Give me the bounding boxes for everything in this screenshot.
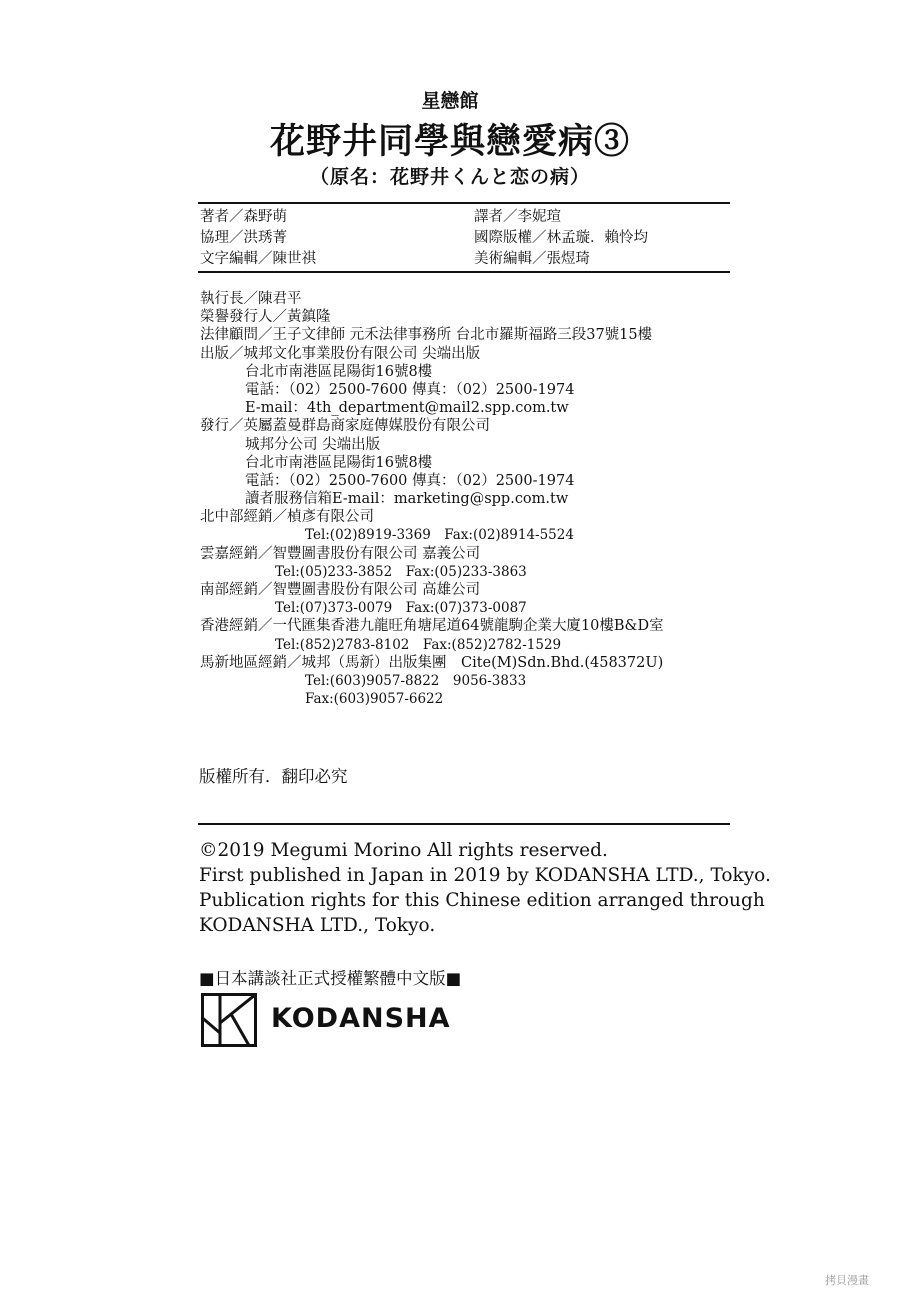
info-line: 電話：（02）2500-7600 傳真：（02）2500-1974: [245, 381, 575, 398]
credit-art-editor: 美術編輯／張煜琦: [474, 251, 590, 267]
kodansha-logo-icon: [201, 993, 257, 1047]
info-line: 發行／英屬蓋曼群島商家庭傳媒股份有限公司: [200, 418, 490, 435]
credit-translator: 譯者／李妮瑄: [474, 209, 561, 225]
info-line: 南部經銷／智豐圖書股份有限公司 高雄公司: [200, 582, 481, 598]
rights-notice: 版權所有．翻印必究: [199, 767, 348, 786]
top-divider: [198, 202, 730, 204]
publisher-name: 星戀館: [421, 90, 479, 112]
info-line: Tel:(852)2783-8102 Fax:(852)2782-1529: [275, 636, 562, 653]
copyright-line: ©2019 Megumi Morino All rights reserved.: [199, 840, 608, 861]
info-line: 台北市南港區昆陽街16號8樓: [245, 363, 433, 380]
original-title: （原名：花野井くんと恋の病）: [309, 166, 590, 188]
info-line: 香港經銷／一代匯集香港九龍旺角塘尾道64號龍駒企業大廈10樓B&D室: [200, 618, 664, 635]
credit-manager: 協理／洪琇菁: [200, 230, 287, 246]
authorization-notice: ■日本講談社正式授權繁體中文版■: [199, 969, 462, 988]
book-title: 花野井同學與戀愛病③: [269, 121, 630, 162]
copyright-divider: [198, 823, 730, 825]
copyright-line: First published in Japan in 2019 by KODANSHA LTD., Tokyo.: [199, 865, 771, 886]
credits-right: [474, 207, 648, 270]
info-line: 北中部經銷／楨彥有限公司: [200, 509, 374, 526]
kodansha-logo-text: KODANSHA: [271, 1003, 451, 1034]
info-line: 雲嘉經銷／智豐圖書股份有限公司 嘉義公司: [200, 545, 481, 562]
info-line: 電話：（02）2500-7600 傳真：（02）2500-1974: [245, 472, 575, 489]
info-line: 執行長／陳君平: [200, 291, 302, 307]
publishing-info: [200, 290, 664, 708]
info-line: Tel:(07)373-0079 Fax:(07)373-0087: [275, 600, 527, 617]
info-line: Tel:(05)233-3852 Fax:(05)233-3863: [275, 563, 527, 580]
info-line: 讀者服務信箱E-mail：marketing@spp.com.tw: [245, 491, 569, 508]
copyright-block: [199, 838, 771, 938]
watermark: 拷貝漫畫: [825, 1274, 869, 1287]
info-line: Tel:(603)9057-8822 9056-3833: [305, 672, 527, 689]
credit-international-rights: 國際版權／林孟璇．賴怜均: [474, 230, 648, 246]
credits-divider: [198, 271, 730, 273]
info-line: 台北市南港區昆陽街16號8樓: [245, 454, 433, 471]
info-line: E-mail：4th_department@mail2.spp.com.tw: [245, 400, 569, 417]
credits-left: [200, 207, 316, 270]
copyright-line: Publication rights for this Chinese edition arranged through: [199, 890, 765, 911]
info-line: 出版／城邦文化事業股份有限公司 尖端出版: [200, 345, 481, 362]
info-line: Tel:(02)8919-3369 Fax:(02)8914-5524: [305, 527, 574, 544]
info-line: 榮譽發行人／黃鎮隆: [200, 309, 331, 326]
credit-text-editor: 文字編輯／陳世祺: [200, 251, 316, 267]
info-line: Fax:(603)9057-6622: [305, 691, 444, 708]
copyright-line: KODANSHA LTD., Tokyo.: [199, 915, 436, 936]
info-line: 城邦分公司 尖端出版: [245, 436, 381, 453]
info-line: 法律顧問／王子文律師 元禾法律事務所 台北市羅斯福路三段37號15樓: [200, 327, 653, 344]
credit-author: 著者／森野萌: [200, 209, 287, 225]
info-line: 馬新地區經銷／城邦（馬新）出版集團 Cite(M)Sdn.Bhd.(458372U): [200, 654, 664, 671]
